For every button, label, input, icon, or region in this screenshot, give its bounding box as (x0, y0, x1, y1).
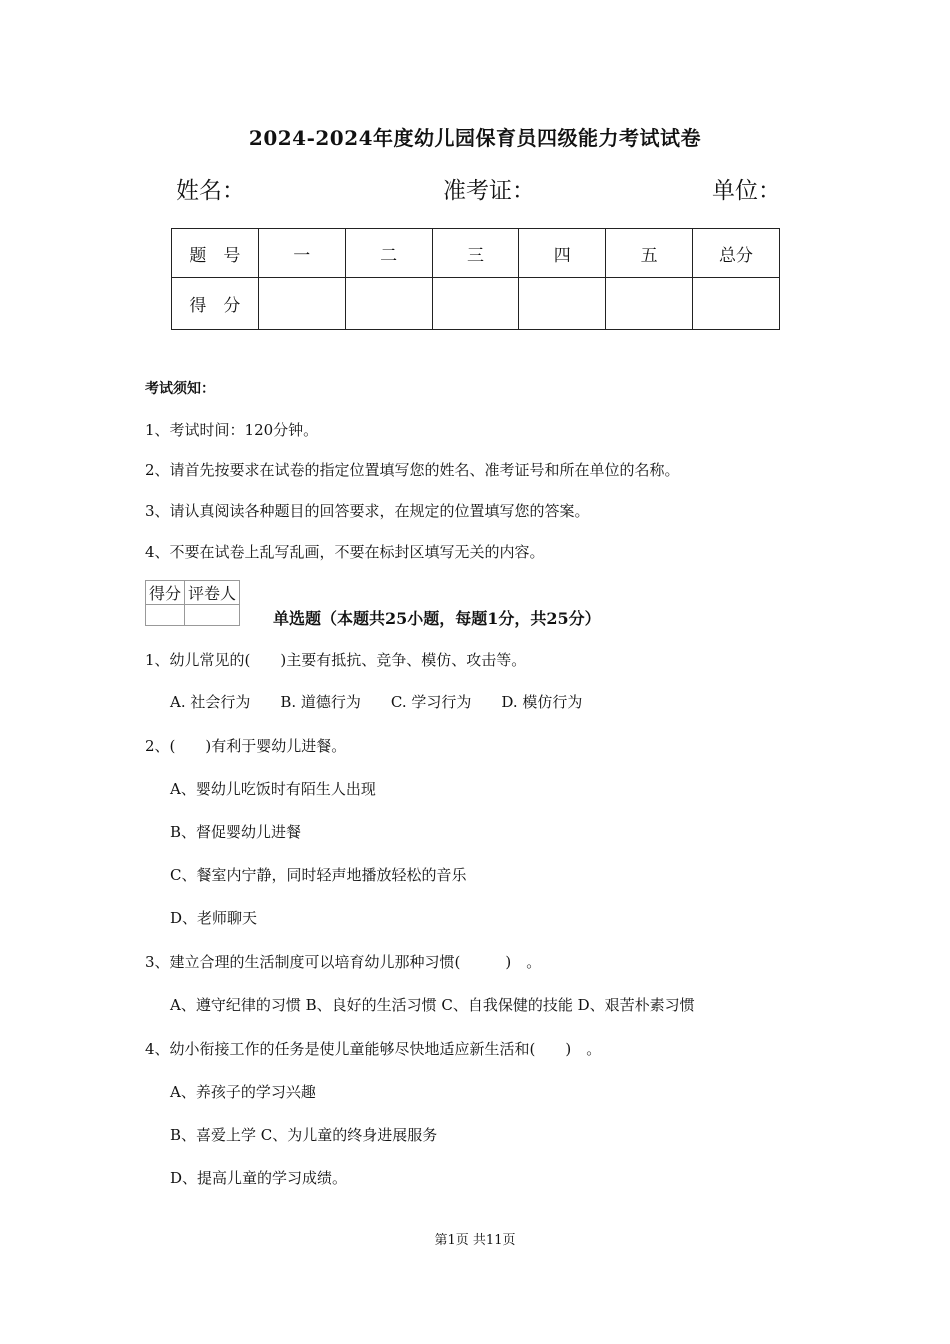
score-table-header-row (172, 229, 780, 278)
notes-heading: 考试须知： (145, 381, 215, 397)
note-item: 3、请认真阅读各种题目的回答要求，在规定的位置填写您的答案。 (145, 502, 590, 520)
score-table-score-row (172, 278, 780, 330)
score-input-cell[interactable] (519, 278, 606, 330)
question-stem: 3、建立合理的生活制度可以培育幼儿那种习惯( ) 。 (145, 953, 542, 971)
question-option: B、喜爱上学 C、为儿童的终身进展服务 (170, 1126, 438, 1144)
score-header-cell: 二 (345, 229, 432, 278)
question-stem: 2、( )有利于婴幼儿进餐。 (145, 737, 347, 755)
score-input-cell[interactable] (258, 278, 345, 330)
name-field-label: 姓名： (176, 178, 245, 204)
score-header-cell: 四 (519, 229, 606, 278)
section-title: 单选题（本题共25小题，每题1分，共25分） (273, 609, 601, 628)
score-header-cell: 总分 (693, 229, 780, 278)
question-option: A、遵守纪律的习惯 B、良好的生活习惯 C、自我保健的技能 D、艰苦朴素习惯 (170, 996, 695, 1014)
score-row-label: 得 分 (172, 278, 259, 330)
score-header-cell: 一 (258, 229, 345, 278)
exam-title: 2024-2024年度幼儿园保育员四级能力考试试卷 (248, 126, 702, 150)
score-input-cell[interactable] (345, 278, 432, 330)
question-option: A、婴幼儿吃饭时有陌生人出现 (170, 780, 376, 798)
question-option: A、养孩子的学习兴趣 (170, 1083, 316, 1101)
grader-score-label: 得分 (146, 581, 185, 605)
question-stem: 1、幼儿常见的( )主要有抵抗、竞争、模仿、攻击等。 (145, 651, 527, 669)
note-item: 2、请首先按要求在试卷的指定位置填写您的姓名、准考证号和所在单位的名称。 (145, 461, 680, 479)
question-option: A. 社会行为 B. 道德行为 C. 学习行为 D. 模仿行为 (170, 693, 583, 711)
note-item: 4、不要在试卷上乱写乱画，不要在标封区填写无关的内容。 (145, 543, 545, 561)
score-header-cell: 题 号 (172, 229, 259, 278)
score-table (171, 228, 780, 330)
score-header-cell: 三 (432, 229, 519, 278)
score-input-cell[interactable] (693, 278, 780, 330)
grader-box (145, 580, 240, 626)
question-option: B、督促婴幼儿进餐 (170, 823, 302, 841)
grader-score-cell[interactable] (146, 605, 185, 626)
question-stem: 4、幼小衔接工作的任务是使儿童能够尽快地适应新生活和( ) 。 (145, 1040, 602, 1058)
score-header-cell: 五 (606, 229, 693, 278)
grader-reviewer-label: 评卷人 (185, 581, 240, 605)
question-option: C、餐室内宁静，同时轻声地播放轻松的音乐 (170, 866, 467, 884)
score-input-cell[interactable] (606, 278, 693, 330)
exam-id-field-label: 准考证： (443, 178, 535, 204)
score-input-cell[interactable] (432, 278, 519, 330)
note-item: 1、考试时间：120分钟。 (145, 421, 319, 439)
page-footer: 第1页 共11页 (434, 1233, 516, 1248)
unit-field-label: 单位： (712, 178, 781, 204)
question-option: D、提高儿童的学习成绩。 (170, 1169, 348, 1187)
question-option: D、老师聊天 (170, 909, 258, 927)
grader-reviewer-cell[interactable] (185, 605, 240, 626)
